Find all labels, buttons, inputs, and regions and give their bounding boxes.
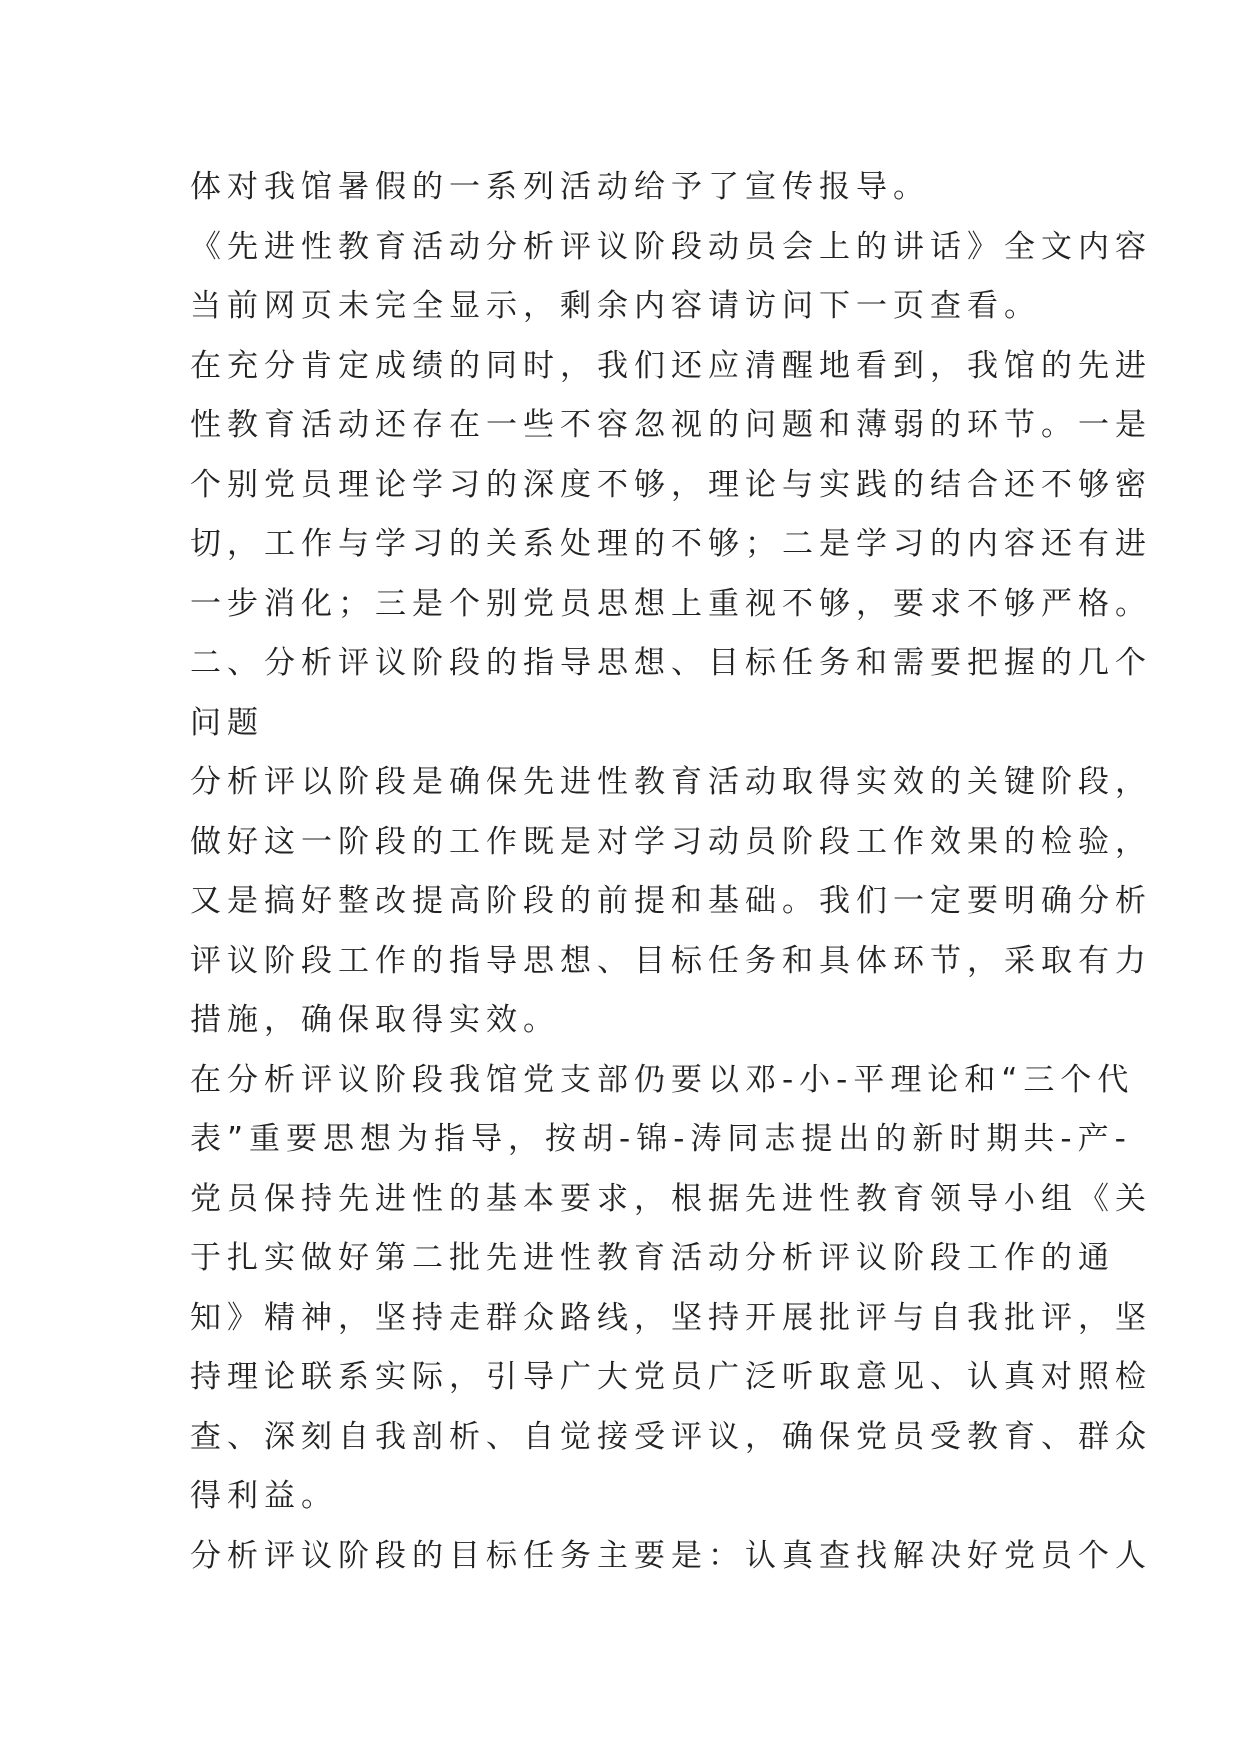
text-line-21: 持理论联系实际，引导广大党员广泛听取意见、认真对照检 [190, 1359, 1152, 1395]
text-line-5: 性教育活动还存在一些不容忽视的问题和薄弱的环节。一是 [190, 407, 1152, 443]
text-line-18: 党员保持先进性的基本要求，根据先进性教育领导小组《关 [190, 1180, 1152, 1217]
text-line-13: 又是搞好整改提高阶段的前提和基础。我们一定要明确分析 [190, 883, 1152, 919]
text-line-1: 体对我馆暑假的一系列活动给予了宣传报导。 [190, 169, 930, 205]
text-line-3: 当前网页未完全显示，剩余内容请访问下一页查看。 [190, 288, 1041, 324]
text-line-19: 于扎实做好第二批先进性教育活动分析评议阶段工作的通 [190, 1240, 1115, 1276]
text-line-4: 在充分肯定成绩的同时，我们还应清醒地看到，我馆的先进 [190, 347, 1152, 384]
text-line-6: 个别党员理论学习的深度不够，理论与实践的结合还不够密 [190, 466, 1152, 503]
section-heading-line-1: 二、分析评议阶段的指导思想、目标任务和需要把握的几个 [190, 645, 1152, 681]
text-line-24: 分析评议阶段的目标任务主要是：认真查找解决好党员个人 [190, 1537, 1152, 1574]
text-line-22: 查、深刻自我剖析、自觉接受评议，确保党员受教育、群众 [190, 1418, 1152, 1455]
text-line-12: 做好这一阶段的工作既是对学习动员阶段工作效果的检验， [190, 823, 1152, 860]
text-line-20: 知》精神，坚持走群众路线，坚持开展批评与自我批评，坚 [190, 1299, 1152, 1336]
text-line-15: 措施，确保取得实效。 [190, 1002, 560, 1038]
text-line-16: 在分析评议阶段我馆党支部仍要以邓-小-平理论和“三个代 [190, 1061, 1135, 1098]
text-line-23: 得利益。 [190, 1478, 338, 1514]
text-line-7: 切，工作与学习的关系处理的不够；二是学习的内容还有进 [190, 526, 1152, 562]
section-heading-line-2: 问题 [190, 704, 264, 741]
text-line-17: 表”重要思想为指导，按胡-锦-涛同志提出的新时期共-产- [190, 1121, 1132, 1157]
document-body [190, 158, 1152, 1586]
text-line-14: 评议阶段工作的指导思想、目标任务和具体环节，采取有力 [190, 942, 1152, 979]
text-line-2: 《先进性教育活动分析评议阶段动员会上的讲话》全文内容 [190, 228, 1152, 265]
text-line-11: 分析评以阶段是确保先进性教育活动取得实效的关键阶段， [190, 764, 1152, 800]
text-line-8: 一步消化；三是个别党员思想上重视不够，要求不够严格。 [190, 585, 1152, 622]
